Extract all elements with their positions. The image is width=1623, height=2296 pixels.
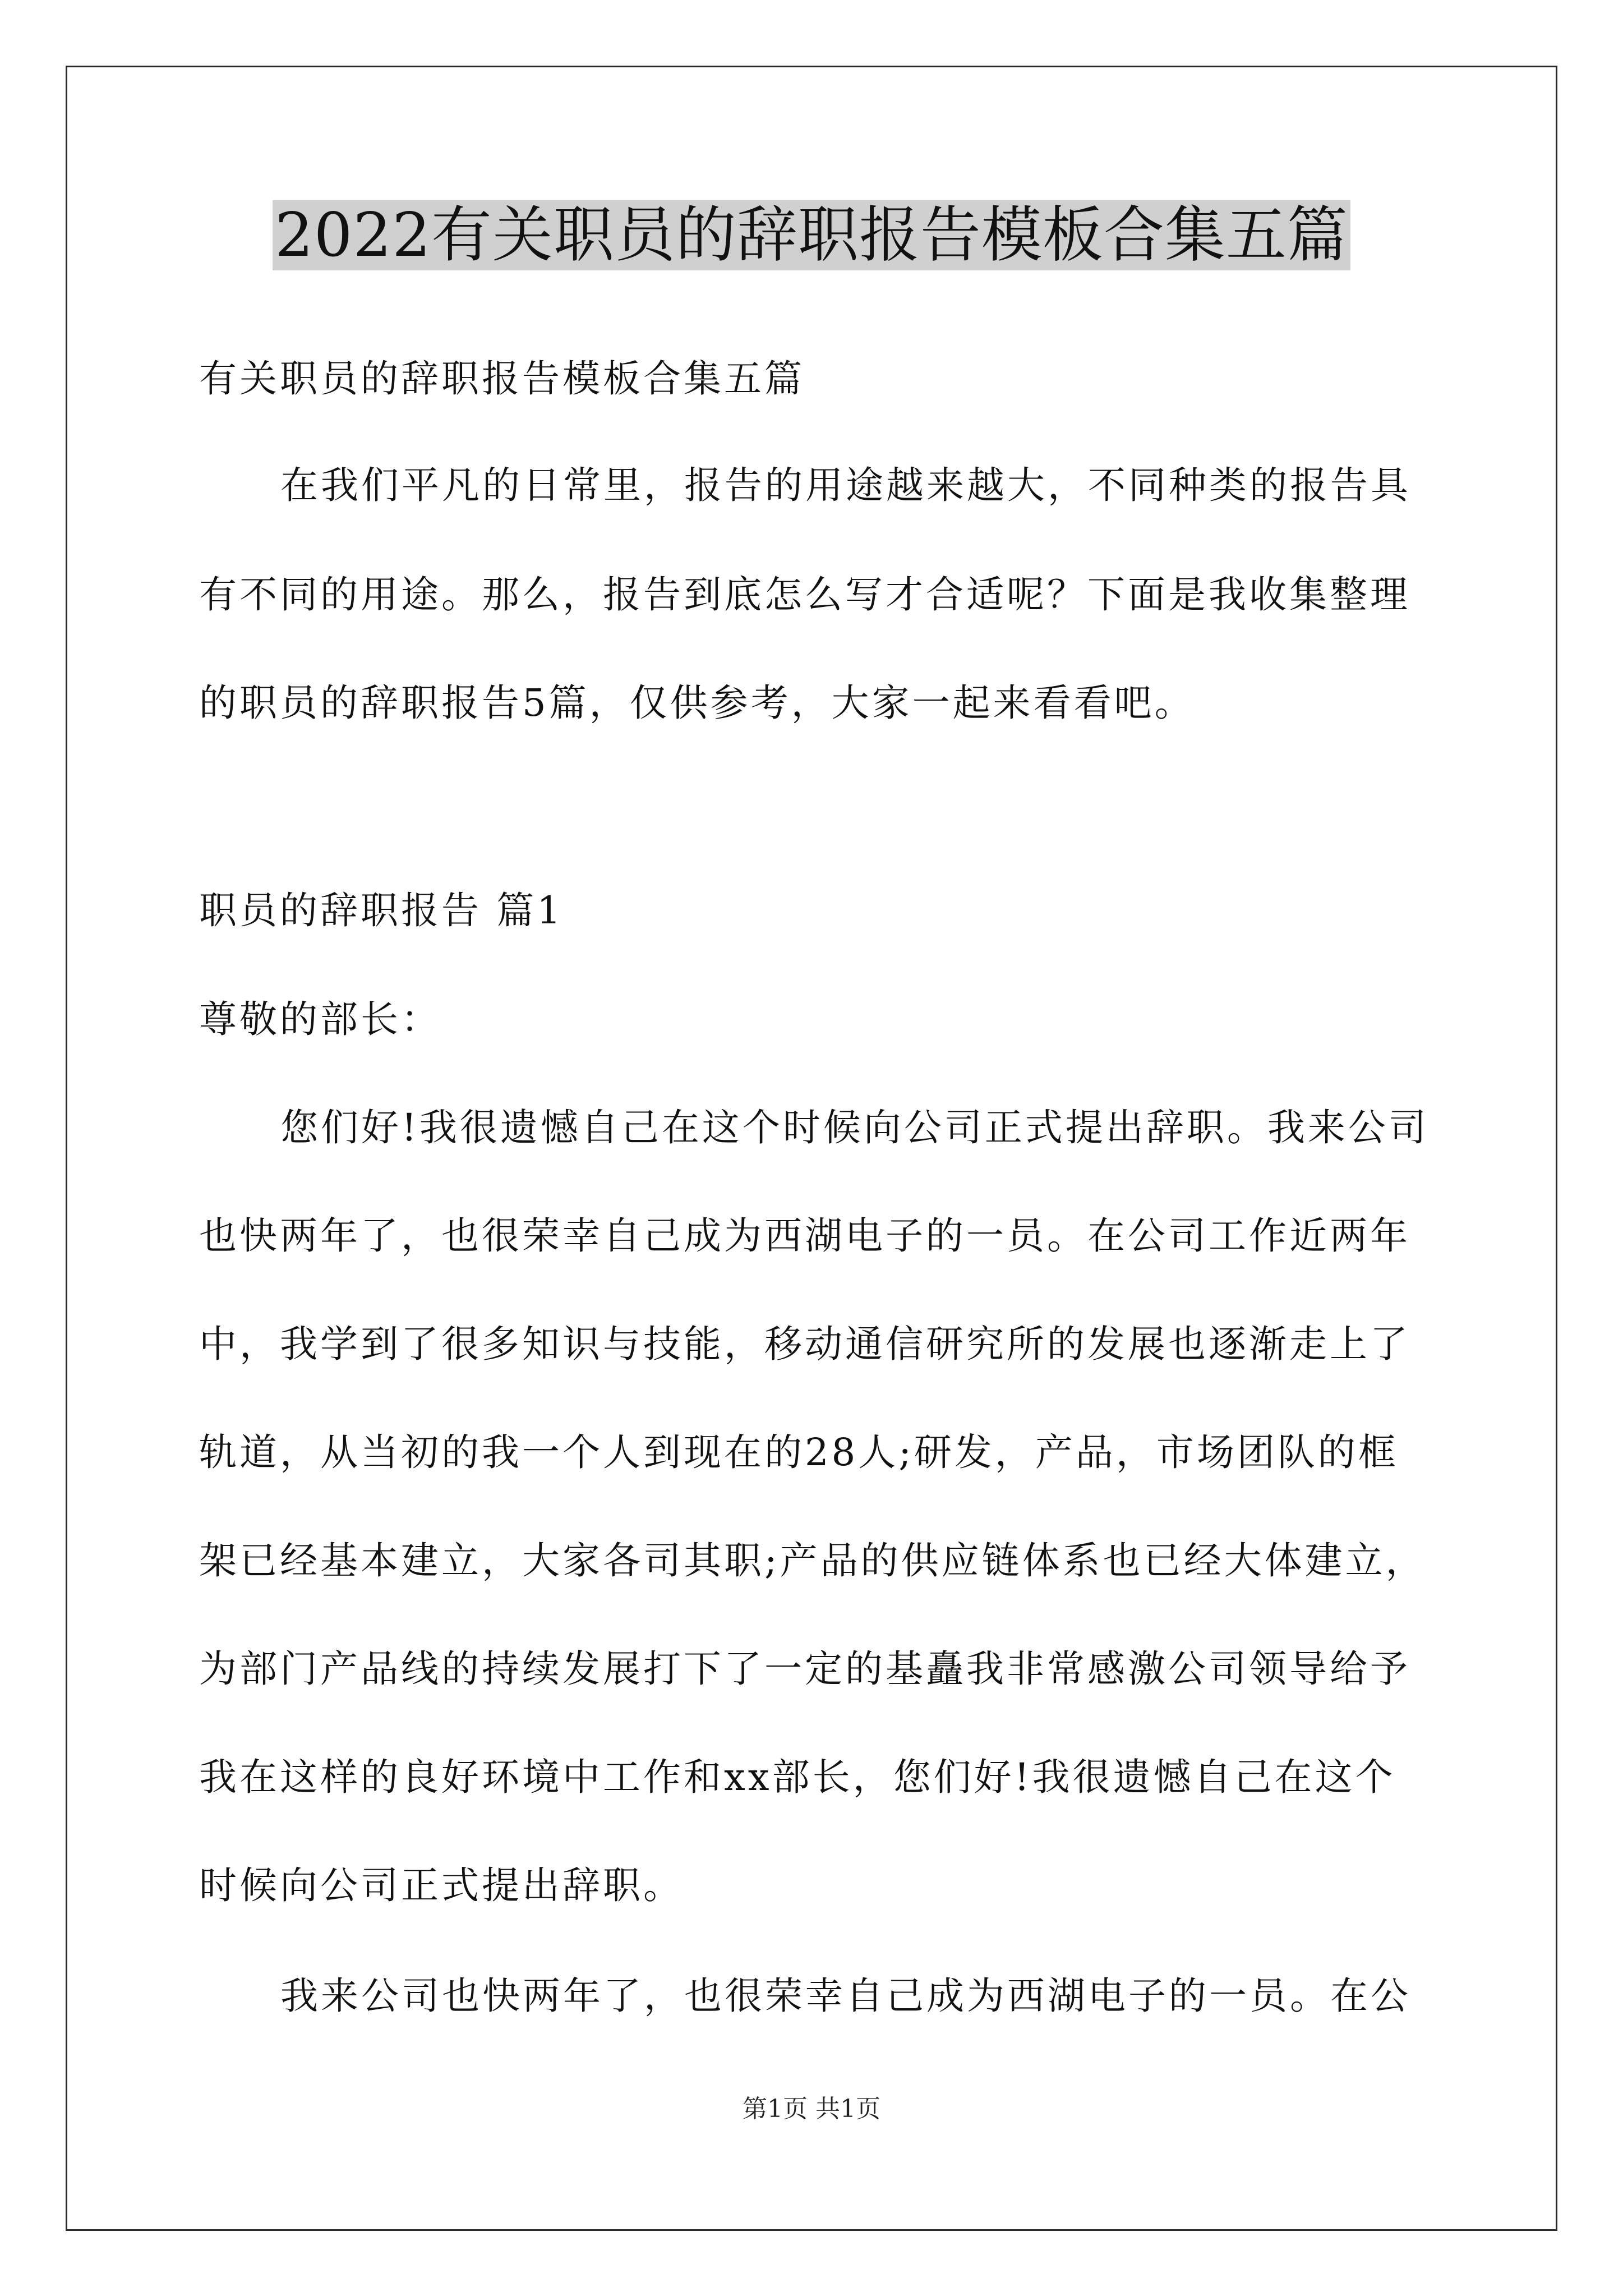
paragraph1-line-4: 轨道，从当初的我一个人到现在的28人;研发，产品，市场团队的框 (199, 1430, 1399, 1474)
paragraph1-line-6: 为部门产品线的持续发展打下了一定的基矗我非常感激公司领导给予 (199, 1647, 1410, 1691)
paragraph1-line-1: 您们好!我很遗憾自己在这个时候向公司正式提出辞职。我来公司 (280, 1106, 1429, 1149)
section-heading: 职员的辞职报告 篇1 (199, 889, 564, 932)
document-subtitle: 有关职员的辞职报告模板合集五篇 (199, 357, 805, 401)
page-footer: 第1页 共1页 (743, 2095, 880, 2123)
paragraph1-line-8: 时候向公司正式提出辞职。 (199, 1864, 684, 1907)
salutation: 尊敬的部长： (199, 997, 441, 1041)
intro-line-3: 的职员的辞职报告5篇，仅供参考，大家一起来看看吧。 (199, 681, 1195, 725)
paragraph2-line-1: 我来公司也快两年了，也很荣幸自己成为西湖电子的一员。在公 (280, 1974, 1411, 2018)
intro-line-2: 有不同的用途。那么，报告到底怎么写才合适呢？下面是我收集整理 (199, 573, 1410, 616)
paragraph1-line-7: 我在这样的良好环境中工作和xx部长，您们好!我很遗憾自己在这个 (199, 1755, 1396, 1799)
document-title (0, 194, 1623, 278)
paragraph1-line-3: 中，我学到了很多知识与技能，移动通信研究所的发展也逐渐走上了 (199, 1322, 1410, 1366)
document-title-text: 2022有关职员的辞职报告模板合集五篇 (273, 200, 1350, 270)
paragraph1-line-5: 架已经基本建立，大家各司其职;产品的供应链体系也已经大体建立， (199, 1539, 1426, 1582)
paragraph1-line-2: 也快两年了，也很荣幸自己成为西湖电子的一员。在公司工作近两年 (199, 1214, 1410, 1258)
intro-line-1: 在我们平凡的日常里，报告的用途越来越大，不同种类的报告具 (280, 463, 1411, 507)
